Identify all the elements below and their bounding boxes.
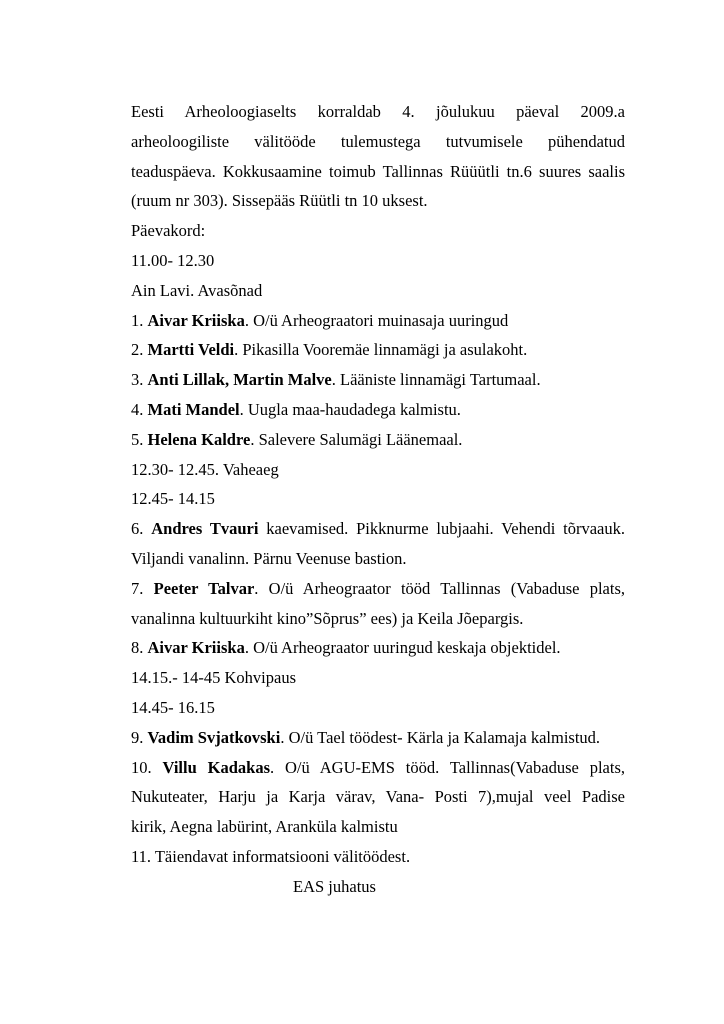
- speaker-name: Villu Kadakas: [162, 757, 270, 777]
- agenda-item: [131, 514, 625, 544]
- agenda-item-continuation: Viljandi vanalinn. Pärnu Veenuse bastion.: [131, 548, 407, 568]
- talk-title: . O/ü Arheograator uuringud keskaja objektidel.: [244, 638, 561, 658]
- intro-line-3: teaduspäeva. Kokkusaamine toimub Tallinnas Rüüütli tn.6 suures saalis: [131, 161, 625, 181]
- item-number: 8.: [131, 638, 148, 658]
- intro-line-4: (ruum nr 303). Sissepääs Rüütli tn 10 uksest.: [131, 191, 428, 211]
- agenda-item: [131, 335, 625, 365]
- talk-title: . Salevere Salumägi Läänemaal.: [250, 429, 463, 449]
- speaker-name: Vadim Svjatkovski: [147, 727, 281, 747]
- agenda-item-continuation: vanalinna kultuurkiht kino”Sõprus” ees) ja Keila Jõepargis.: [131, 608, 524, 628]
- talk-title: kaevamised. Pikknurme lubjaahi. Vehendi tõrvaauk.: [258, 519, 625, 539]
- agenda-item: [131, 574, 625, 604]
- session3-time: 14.45- 16.15: [131, 697, 215, 717]
- opening-remarks: Ain Lavi. Avasõnad: [131, 280, 263, 300]
- speaker-name: Andres Tvauri: [151, 519, 259, 539]
- session1-time: 11.00- 12.30: [131, 250, 215, 270]
- speaker-name: Helena Kaldre: [147, 429, 251, 449]
- item-number: 1.: [131, 310, 148, 330]
- item-number: 9.: [131, 727, 148, 747]
- item-number: 10.: [131, 757, 163, 777]
- intro-line-2: arheoloogiliste välitööde tulemustega tutvumisele pühendatud: [131, 131, 625, 151]
- speaker-name: Aivar Kriiska: [147, 638, 245, 658]
- session2-time: 12.45- 14.15: [131, 489, 215, 509]
- speaker-name: Peeter Talvar: [153, 578, 255, 598]
- item-number: 7.: [131, 578, 154, 598]
- agenda-item: [131, 395, 625, 425]
- talk-title: . O/ü Arheograatori muinasaja uuringud: [244, 310, 509, 330]
- item-number: 4.: [131, 399, 148, 419]
- break-1: 12.30- 12.45. Vaheaeg: [131, 459, 279, 479]
- agenda-item: [131, 365, 625, 395]
- item-number: 3.: [131, 370, 148, 390]
- agenda-item-continuation: Nukuteater, Harju ja Karja värav, Vana- Posti 7),mujal veel Padise: [131, 787, 625, 807]
- speaker-name: Mati Mandel: [147, 399, 240, 419]
- talk-title: . Lääniste linnamägi Tartumaal.: [331, 370, 541, 390]
- agenda-item: [131, 753, 625, 783]
- talk-title: . Uugla maa-haudadega kalmistu.: [239, 399, 461, 419]
- item-number: 2.: [131, 340, 148, 360]
- speaker-name: Anti Lillak, Martin Malve: [147, 370, 332, 390]
- break-2: 14.15.- 14-45 Kohvipaus: [131, 668, 296, 688]
- signature: EAS juhatus: [293, 876, 376, 896]
- agenda-item-11: 11. Täiendavat informatsiooni välitöödest.: [131, 846, 411, 866]
- talk-title: . Pikasilla Vooremäe linnamägi ja asulakoht.: [234, 340, 528, 360]
- agenda-item-continuation: kirik, Aegna labürint, Aranküla kalmistu: [131, 817, 398, 837]
- agenda-item: [131, 425, 625, 455]
- agenda-item: [131, 633, 625, 663]
- agenda-item: [131, 723, 625, 753]
- talk-title: . O/ü AGU-EMS tööd. Tallinnas(Vabaduse plats,: [270, 757, 625, 777]
- agenda-heading: Päevakord:: [131, 221, 206, 241]
- speaker-name: Martti Veldi: [147, 340, 235, 360]
- item-number: 5.: [131, 429, 148, 449]
- talk-title: . O/ü Arheograator tööd Tallinnas (Vabaduse plats,: [254, 578, 625, 598]
- intro-line-1: Eesti Arheoloogiaselts korraldab 4. jõulukuu päeval 2009.a: [131, 102, 625, 121]
- document-page: [131, 97, 625, 902]
- agenda-item: [131, 306, 625, 336]
- speaker-name: Aivar Kriiska: [147, 310, 245, 330]
- item-number: 6.: [131, 519, 152, 539]
- talk-title: . O/ü Tael töödest- Kärla ja Kalamaja kalmistud.: [280, 727, 601, 747]
